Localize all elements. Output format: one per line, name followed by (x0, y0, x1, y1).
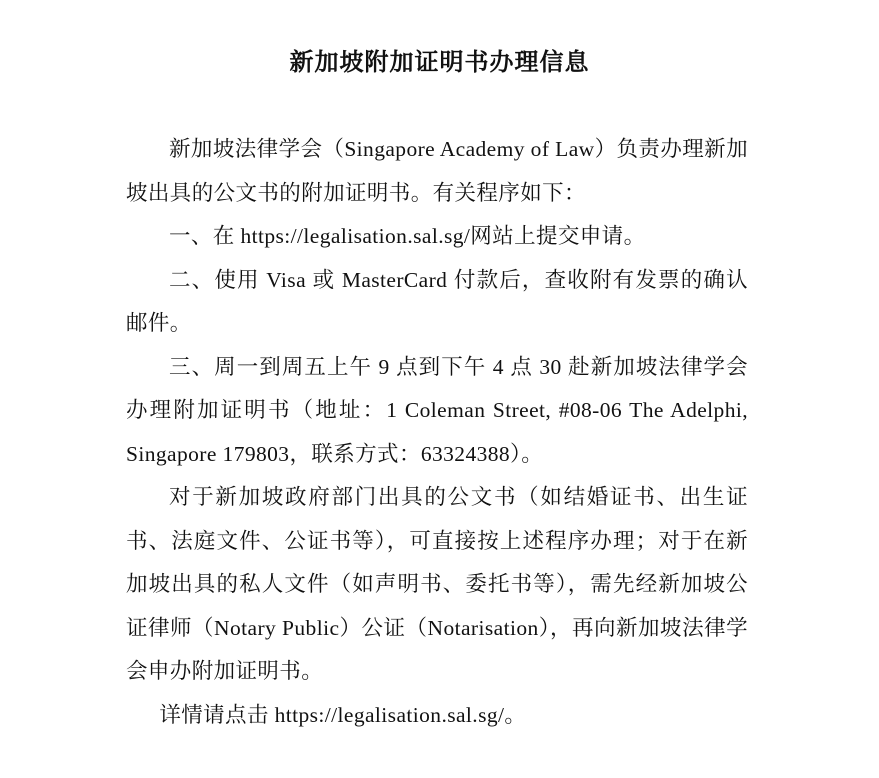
detail-prefix: 详情请点击 (159, 702, 275, 727)
legalisation-website-link[interactable]: https://legalisation.sal.sg/ (240, 224, 471, 248)
step-1-prefix: 一、在 (169, 224, 241, 248)
document-body (126, 128, 748, 737)
step-2-paragraph: 二、使用 Visa 或 MasterCard 付款后，查收附有发票的确认邮件。 (126, 267, 748, 335)
step-3-paragraph: 三、周一到周五上午 9 点到下午 4 点 30 赴新加坡法律学会办理附加证明书（地址：1 Coleman Street, #08-06 The Adelphi, Singapore 179803，联系方式：63324388）。 (126, 354, 748, 466)
note-paragraph: 对于新加坡政府部门出具的公文书（如结婚证书、出生证书、法庭文件、公证书等），可直接按上述程序办理；对于在新加坡出具的私人文件（如声明书、委托书等），需先经新加坡公证律师（Notary Public）公证（Notarisation），再向新加坡法律学会申办附加证明书。 (126, 485, 748, 683)
step-1-suffix: 网站上提交申请。 (470, 224, 646, 248)
detail-link[interactable]: https://legalisation.sal.sg/ (274, 702, 505, 727)
step-1-paragraph (126, 215, 748, 259)
detail-suffix: 。 (504, 702, 527, 727)
intro-paragraph: 新加坡法律学会（Singapore Academy of Law）负责办理新加坡出具的公文书的附加证明书。有关程序如下： (126, 137, 748, 205)
detail-paragraph (126, 694, 748, 738)
document-title: 新加坡附加证明书办理信息 (289, 48, 590, 76)
